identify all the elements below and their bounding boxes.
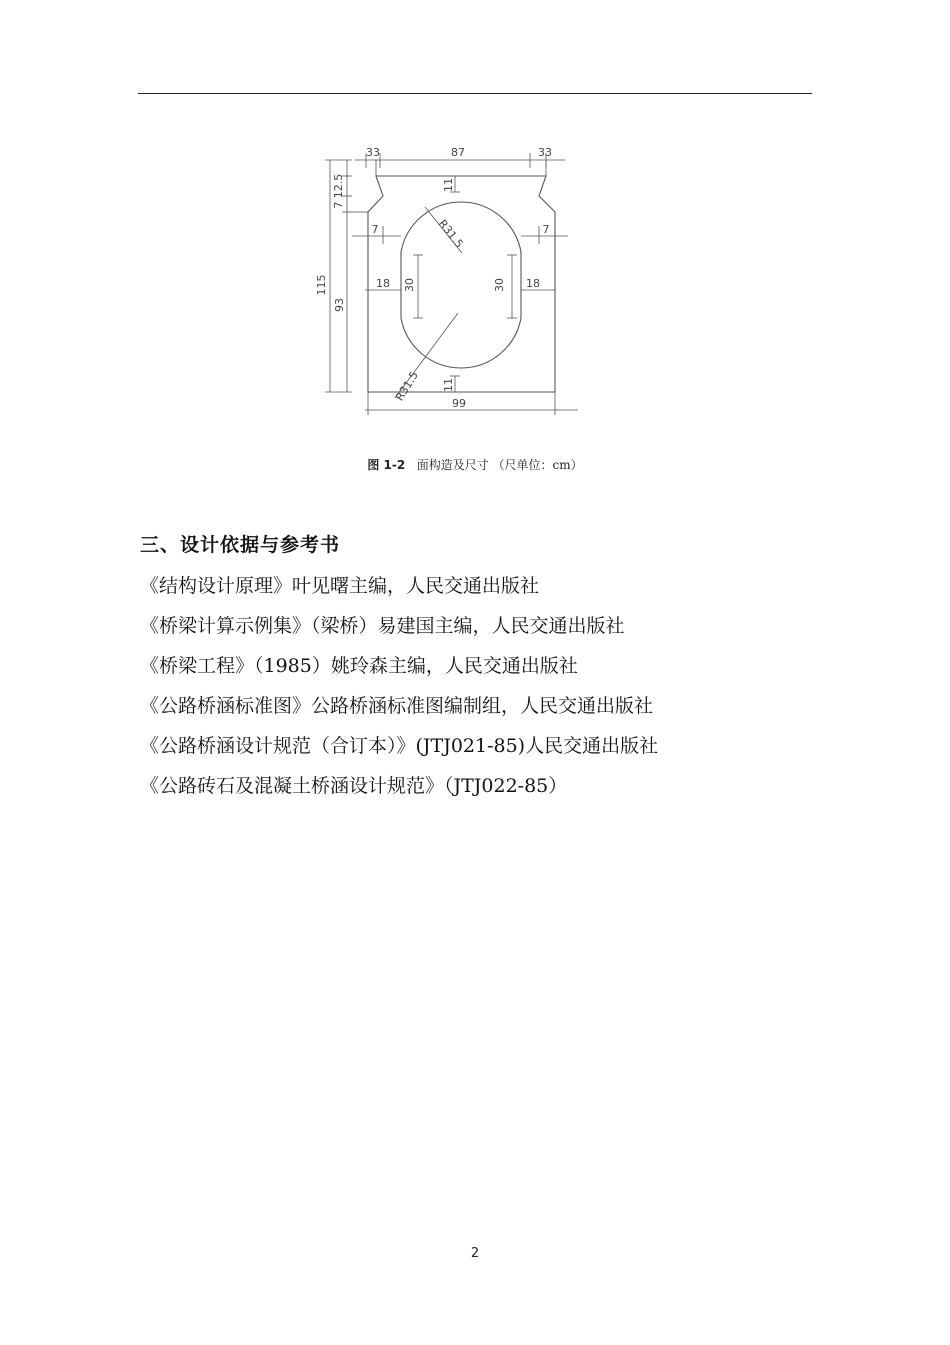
figure-caption	[0, 456, 950, 473]
dim-left-18: 18	[376, 277, 390, 290]
reference-item: 《公路砖石及混凝土桥涵设计规范》（JTJ022-85）	[140, 775, 568, 797]
header-rule	[138, 93, 812, 94]
top-bottom-thickness	[450, 176, 460, 392]
dim-bottom-99: 99	[452, 397, 466, 410]
page-number: 2	[470, 1246, 480, 1261]
dim-inner-7-left: 7	[371, 223, 379, 236]
section-title: 三、设计依据与参考书	[140, 534, 341, 556]
dim-top-left: 33	[366, 146, 380, 159]
cross-section-drawing	[300, 135, 600, 425]
caption-number: 图 1-2	[367, 458, 406, 472]
dim-height-93: 93	[333, 298, 346, 312]
cross-section-figure	[300, 135, 600, 425]
reference-list	[140, 566, 658, 806]
dim-bottom-11: 11	[442, 378, 455, 392]
reference-item: 《桥梁工程》（1985）姚玲森主编，人民交通出版社	[140, 655, 578, 677]
dim-left-30: 30	[403, 278, 416, 292]
dim-right-18: 18	[526, 277, 540, 290]
dim-left-12-5: 12.5	[332, 173, 345, 199]
reference-item: 《结构设计原理》叶见曙主编，人民交通出版社	[140, 575, 540, 597]
caption-text: 面构造及尺寸 （尺单位：cm）	[416, 458, 583, 472]
dim-inner-7-right: 7	[542, 223, 550, 236]
dim-top-right: 33	[538, 146, 552, 159]
reference-item: 《公路桥涵设计规范（合订本）》(JTJ021-85)人民交通出版社	[140, 735, 659, 757]
reference-item: 《桥梁计算示例集》（梁桥）易建国主编，人民交通出版社	[140, 615, 625, 637]
dim-right-30: 30	[493, 278, 506, 292]
dim-top-11: 11	[442, 178, 455, 192]
reference-item: 《公路桥涵标准图》公路桥涵标准图编制组，人民交通出版社	[140, 695, 654, 717]
dim-radius-bottom: R31.5	[393, 369, 422, 404]
dim-left-7: 7	[332, 201, 345, 209]
dim-height-115: 115	[315, 274, 328, 296]
dim-top-mid: 87	[451, 146, 465, 159]
dim-radius-top: R31.5	[435, 217, 466, 251]
